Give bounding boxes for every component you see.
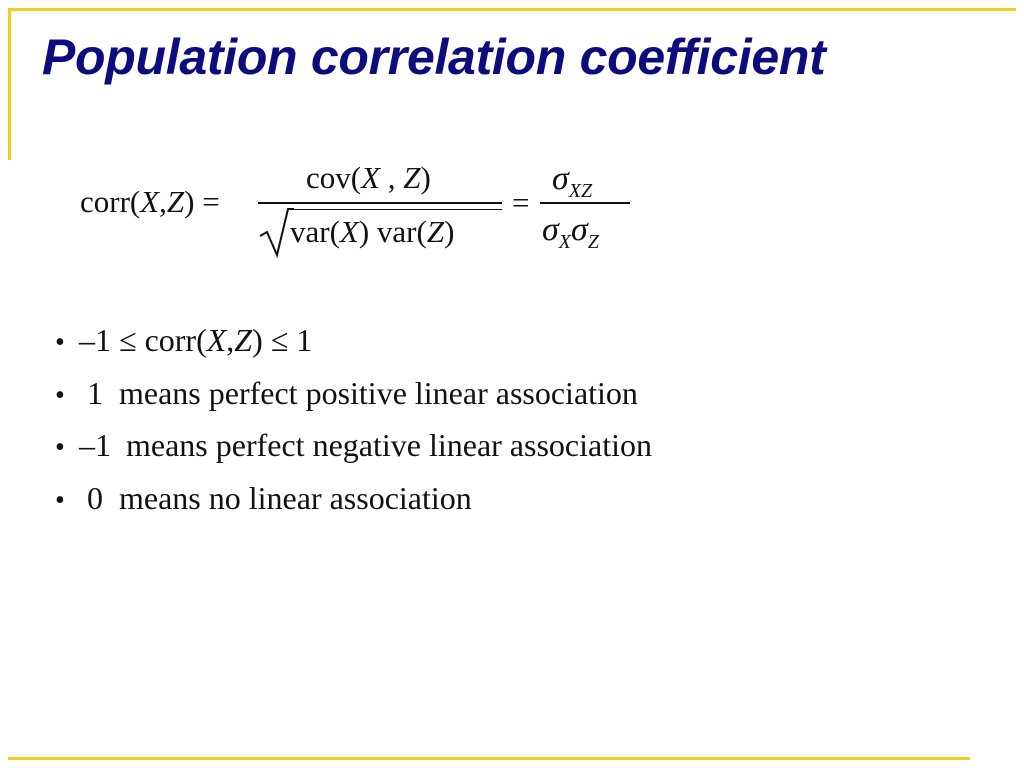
sigma-fraction-bar [540,202,630,204]
square-root-sign [258,206,294,258]
bullet-item-range [55,322,652,375]
formula-lhs-x: X [140,184,160,219]
numerator-comma: , [380,160,396,195]
bullet-range-comma: , [226,322,235,358]
formula-lhs-comma: , [159,184,167,219]
bullet-item-zero [55,480,652,533]
sigma-x: σ [542,211,559,248]
bullet-negative-value: –1 [79,427,111,463]
bullet-dot: • [55,379,65,411]
formula-numerator [306,162,431,193]
left-rule [8,8,11,160]
formula-lhs [80,186,220,217]
formula-equals: = [512,185,530,220]
bullet-item-positive [55,375,652,428]
sigma-z-subscript: Z [587,231,599,253]
bullet-dot: • [55,484,65,516]
main-fraction-bar [258,202,502,204]
numerator-z: Z [403,160,421,195]
bullet-range-lead: –1 ≤ corr( [79,322,207,358]
slide-title: Population correlation coefficient [42,29,826,85]
bullet-list [55,322,652,532]
formula-lhs-z: Z [166,184,185,219]
sigma-z: σ [571,211,588,248]
bullet-range-z: Z [234,322,253,358]
numerator-prefix: cov( [306,160,362,195]
sigma-x-subscript: X [558,231,571,253]
bullet-dot: • [55,327,65,358]
bullet-zero-text: means no linear association [119,479,472,516]
formula-denominator [290,216,454,247]
formula-lhs-prefix: corr( [80,184,141,219]
top-rule [8,8,1016,11]
sigma-xz: σ [552,160,569,197]
bullet-item-negative [55,427,652,480]
sigma-numerator [552,160,593,202]
bullet-range-tail: ) ≤ 1 [252,322,313,358]
denominator-close: ) [444,214,455,249]
denominator-x: X [339,214,359,249]
bottom-rule [8,757,970,760]
denominator-var1: var( [290,214,340,249]
denominator-z: Z [426,214,445,249]
denominator-mid: ) var( [358,214,427,249]
sigma-denominator [542,211,599,253]
bullet-positive-text: means perfect positive linear association [119,374,638,411]
bullet-negative-text: means perfect negative linear association [126,427,652,463]
numerator-x: X [361,160,381,195]
formula-lhs-suffix: ) = [184,184,220,219]
bullet-range-text [79,322,312,359]
numerator-suffix: ) [420,160,431,195]
bullet-dot: • [55,432,65,463]
correlation-formula [80,158,680,258]
square-root-vinculum [292,209,502,210]
bullet-positive-value: 1 [87,374,103,411]
sigma-xz-subscript: XZ [568,180,593,202]
bullet-range-x: X [206,322,227,358]
bullet-zero-value: 0 [87,479,103,516]
